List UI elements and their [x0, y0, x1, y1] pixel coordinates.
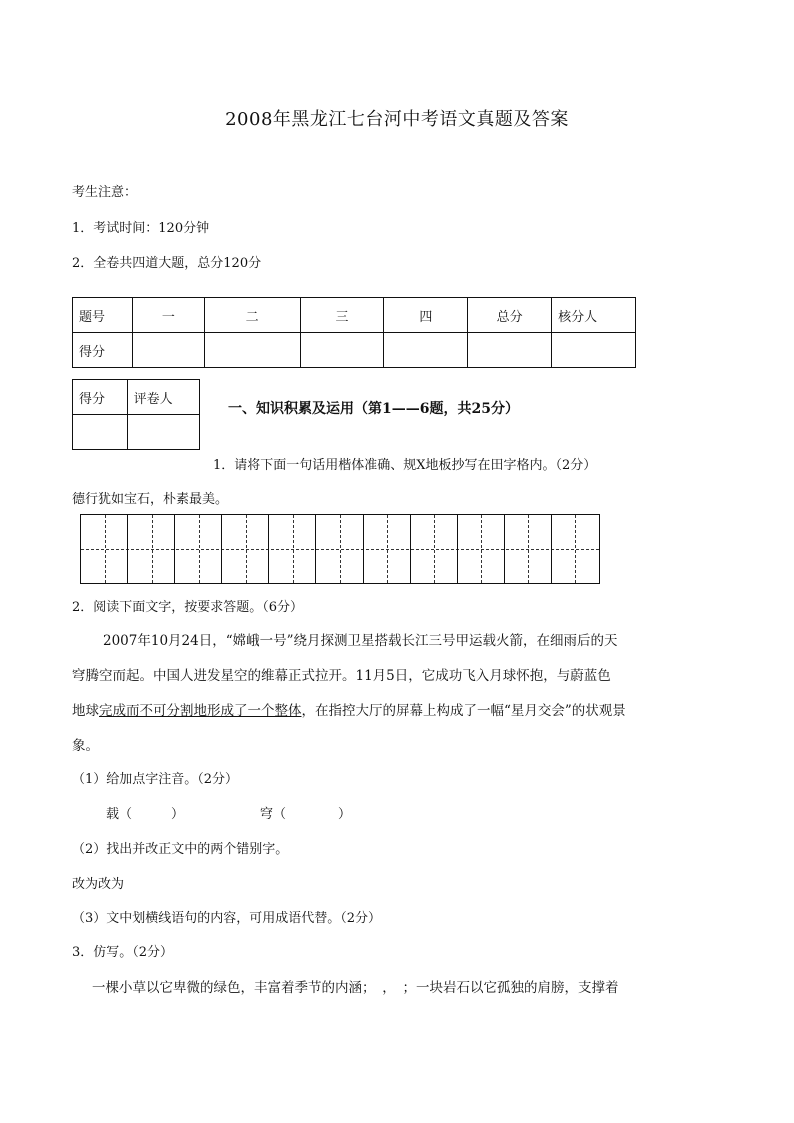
q2-paragraph-line — [72, 699, 626, 719]
score-cell[interactable] — [300, 333, 384, 368]
score-table-header: 三 — [300, 298, 384, 333]
grid-cell[interactable] — [458, 515, 505, 583]
q1-sentence: 德行犹如宝石，朴素最美。 — [72, 492, 229, 507]
grid-cell[interactable] — [128, 515, 175, 583]
notice-item-score: 2．全卷共四道大题，总分120分 — [72, 256, 262, 271]
grid-vertical-guide — [105, 515, 106, 583]
grid-cell[interactable] — [222, 515, 269, 583]
grader-name-cell[interactable] — [127, 415, 199, 450]
notice-heading: 考生注意： — [72, 185, 138, 200]
grid-vertical-guide — [481, 515, 482, 583]
q2-text: 地球 — [72, 703, 99, 719]
grid-vertical-guide — [340, 515, 341, 583]
q2-text: ，在指控大厅的屏幕上构成了一幅“星月交会”的状观景 — [301, 703, 626, 719]
q2-paragraph-line: 穹腾空而起。中国人进发星空的维幕正式拉开。11月5日，它成功飞入月球怀抱，与蔚蓝色 — [72, 668, 611, 684]
q2-paragraph-line: 2007年10月24日，“嫦峨一号”绕月探测卫星搭载长江三号甲运载火箭，在细雨后的天 — [103, 633, 618, 649]
q3-line: 一棵小草以它卑微的绿色，丰富着季节的内涵； ， ；一块岩石以它孤独的肩膀，支撑着 — [92, 980, 619, 996]
score-table-header: 一 — [132, 298, 204, 333]
score-cell[interactable] — [384, 333, 468, 368]
grid-vertical-guide — [293, 515, 294, 583]
score-table-score-row — [73, 333, 636, 368]
grid-cell[interactable] — [505, 515, 552, 583]
score-table-header: 核分人 — [552, 298, 636, 333]
score-cell[interactable] — [204, 333, 300, 368]
section-heading: 一、知识积累及运用（第1——6题，共25分） — [228, 401, 519, 417]
score-table-header-row — [73, 298, 636, 333]
grid-vertical-guide — [246, 515, 247, 583]
underlined-phrase: 完成而不可分割地形成了一个整体 — [99, 703, 302, 719]
grader-table — [72, 379, 200, 450]
q2-sub2-answer[interactable]: 改为改为 — [72, 877, 125, 892]
grader-name-label: 评卷人 — [127, 380, 199, 415]
score-row-label: 得分 — [73, 333, 133, 368]
q2-sub3: （3）文中划横线语句的内容，可用成语代替。（2分） — [72, 911, 382, 926]
pinyin-blank-2[interactable]: 穹（ ） — [260, 807, 352, 822]
q2-sub2: （2）找出并改正文中的两个错别字。 — [72, 842, 289, 857]
grid-vertical-guide — [152, 515, 153, 583]
grid-vertical-guide — [575, 515, 576, 583]
q1-prompt: 1．请将下面一句话用楷体准确、规X地板抄写在田字格内。（2分） — [213, 458, 597, 473]
grid-vertical-guide — [434, 515, 435, 583]
notice-item-time: 1．考试时间：120分钟 — [72, 221, 210, 236]
score-table-header: 题号 — [73, 298, 133, 333]
page-title: 2008年黑龙江七台河中考语文真题及答案 — [225, 109, 569, 130]
score-cell[interactable] — [468, 333, 552, 368]
score-cell[interactable] — [552, 333, 636, 368]
grid-cell[interactable] — [316, 515, 363, 583]
grid-vertical-guide — [387, 515, 388, 583]
grid-cell[interactable] — [175, 515, 222, 583]
grid-vertical-guide — [199, 515, 200, 583]
q2-sub1: （1）给加点字注音。（2分） — [72, 772, 239, 787]
score-table-header: 总分 — [468, 298, 552, 333]
grid-cell[interactable] — [411, 515, 458, 583]
q2-prompt: 2．阅读下面文字，按要求答题。（6分） — [72, 600, 304, 615]
pinyin-blank-1[interactable]: 载（ ） — [106, 807, 185, 822]
q2-paragraph-line: 象。 — [72, 738, 99, 754]
grader-score-cell[interactable] — [73, 415, 128, 450]
grader-score-label: 得分 — [73, 380, 128, 415]
grid-cell[interactable] — [81, 515, 128, 583]
tianzige-grid[interactable] — [80, 514, 600, 584]
grid-cell[interactable] — [552, 515, 599, 583]
score-table-header: 四 — [384, 298, 468, 333]
q3-prompt: 3．仿写。（2分） — [72, 945, 174, 960]
score-table — [72, 297, 636, 368]
grid-cell[interactable] — [364, 515, 411, 583]
score-cell[interactable] — [132, 333, 204, 368]
grid-vertical-guide — [528, 515, 529, 583]
grid-cell[interactable] — [269, 515, 316, 583]
score-table-header: 二 — [204, 298, 300, 333]
